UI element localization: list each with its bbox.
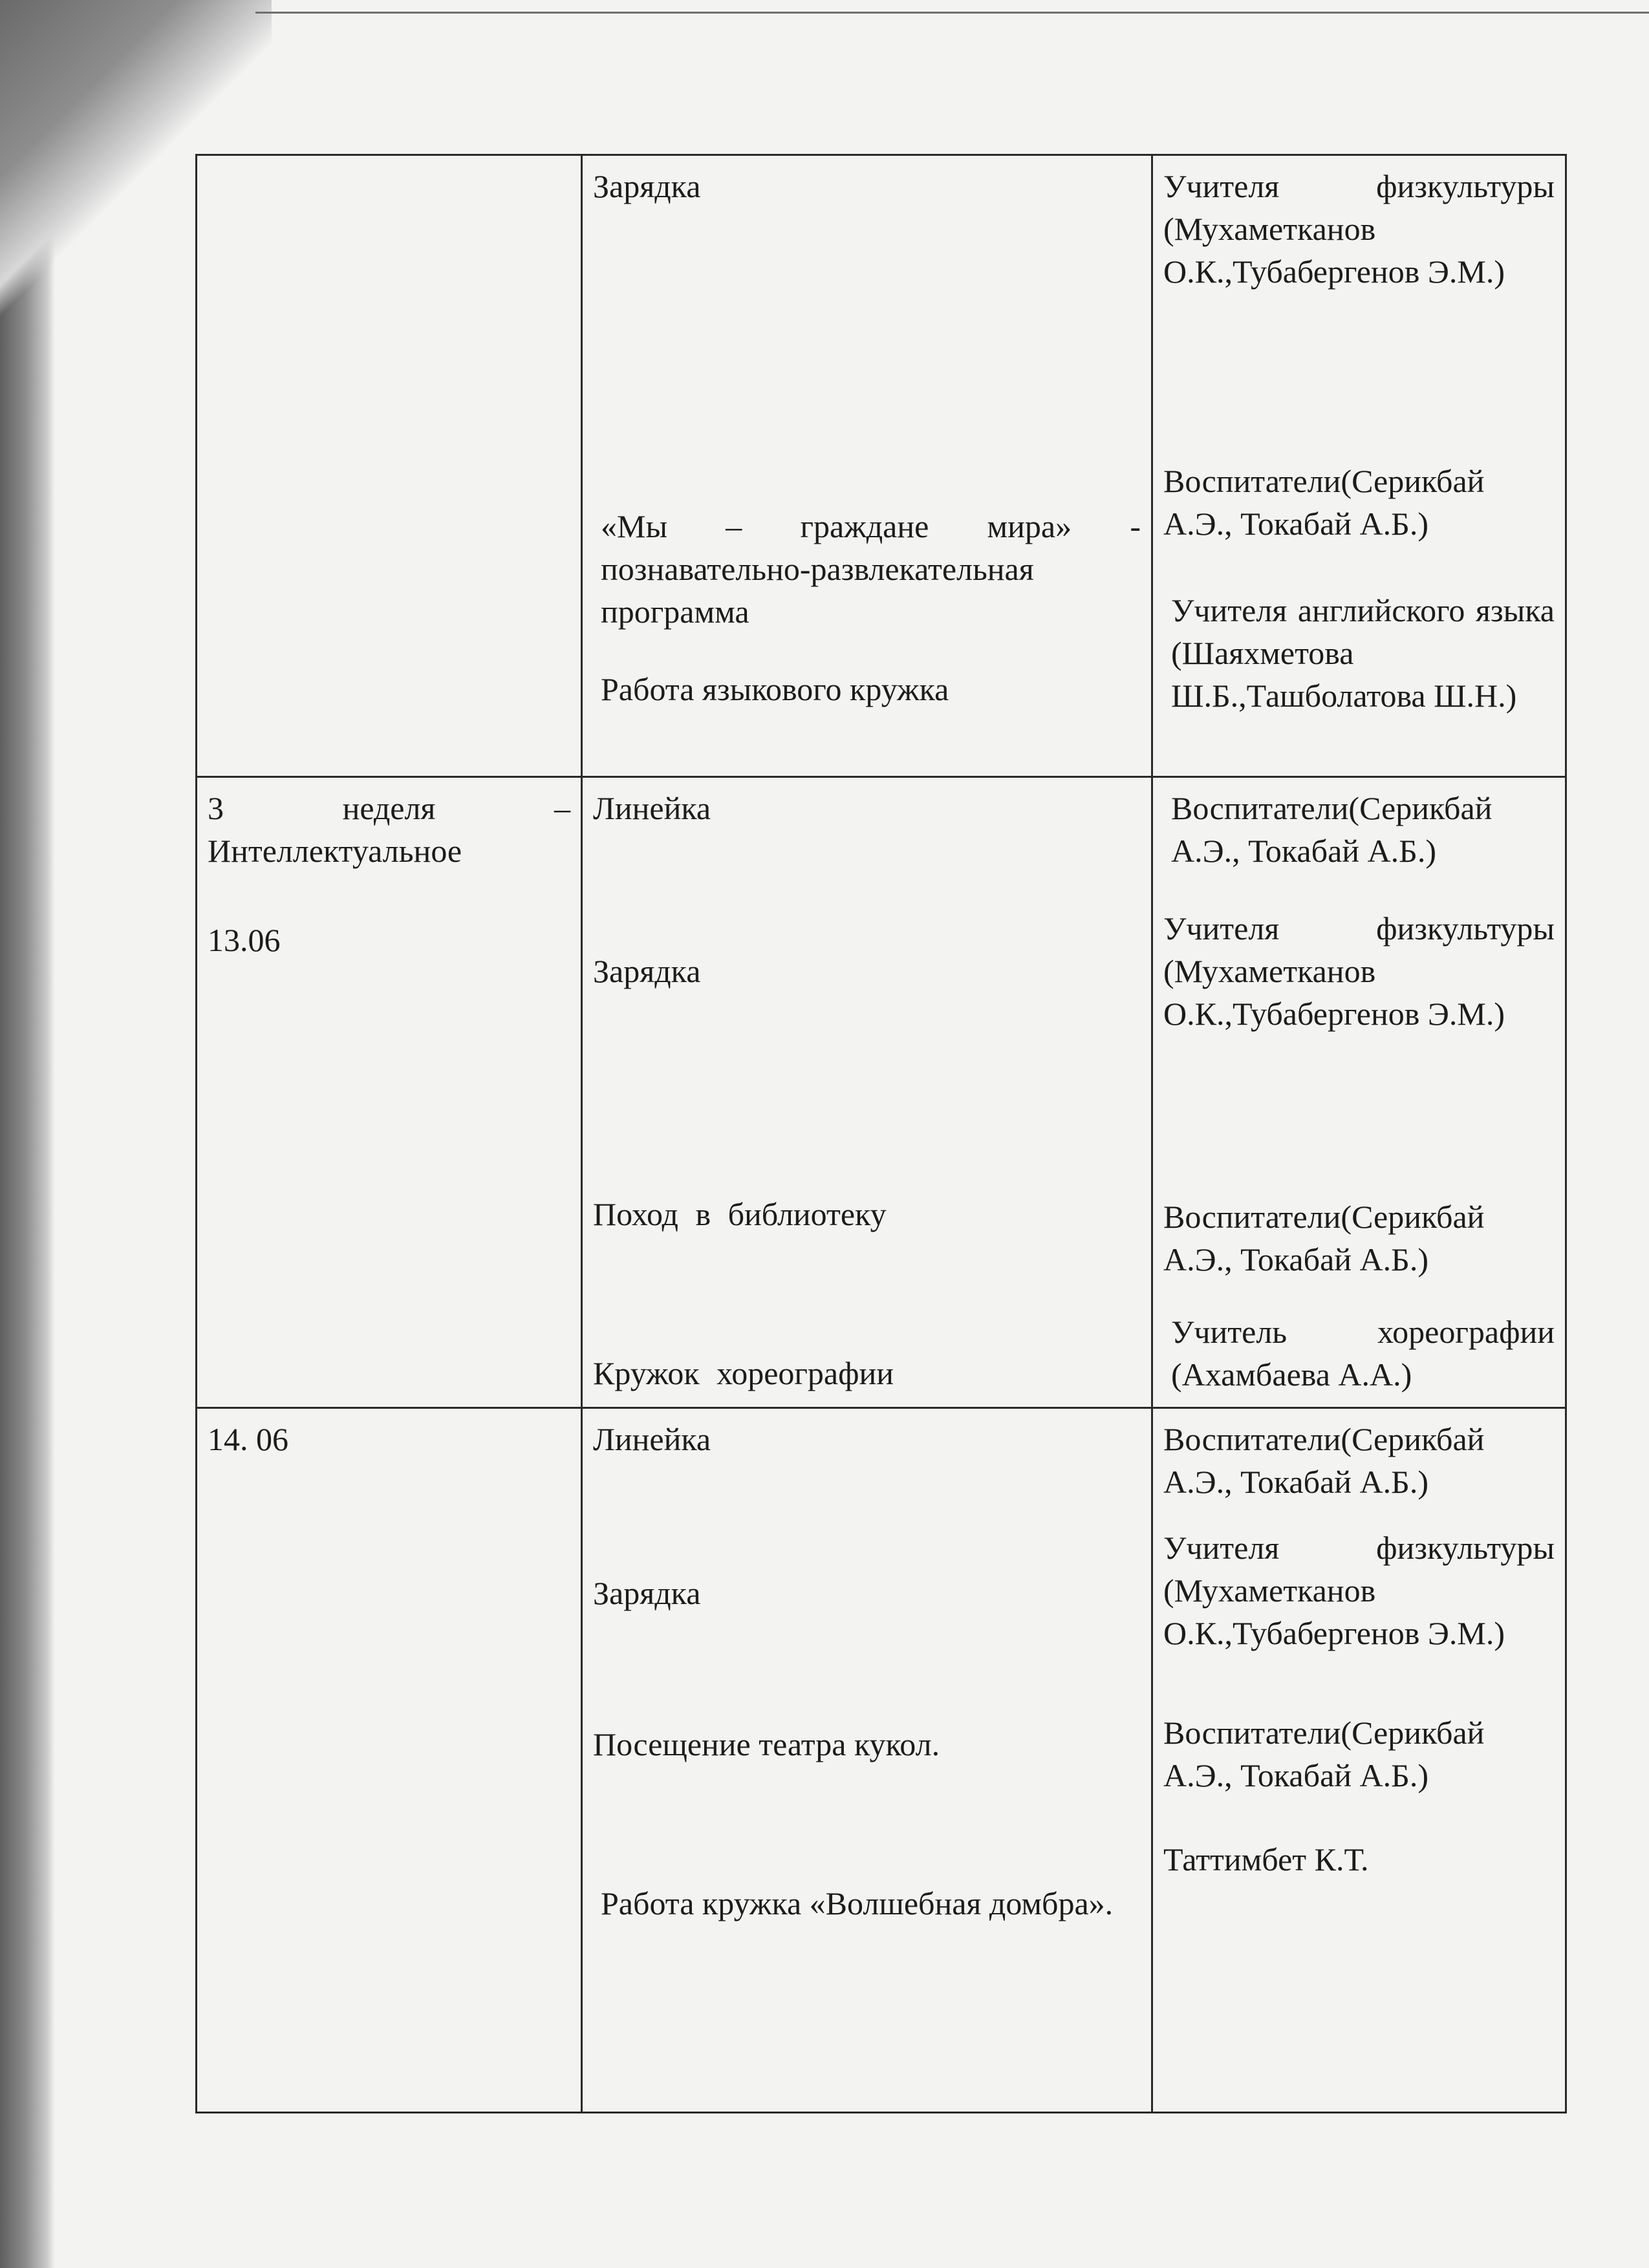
date-cell	[197, 777, 582, 1408]
schedule-table	[195, 154, 1567, 2113]
responsible-item: Учителя физкультуры (Мухаметканов О.К.,Тубабергенов Э.М.)	[1163, 168, 1555, 290]
activities-cell	[582, 1408, 1152, 2113]
responsible-cell	[1152, 1408, 1566, 2113]
responsible-item: Таттимбет К.Т.	[1163, 1841, 1369, 1878]
activity-item: Зарядка	[593, 168, 701, 204]
responsible-item: Учителя физкультуры (Мухаметканов О.К.,Тубабергенов Э.М.)	[1163, 1530, 1555, 1651]
activities-cell	[582, 155, 1152, 777]
table-row	[197, 777, 1566, 1408]
activity-item: Поход в библиотеку	[593, 1196, 887, 1232]
activity-item: Посещение театра кукол.	[593, 1726, 940, 1762]
activity-item: Линейка	[593, 1421, 711, 1457]
responsible-item: Воспитатели(Серикбай А.Э., Токабай А.Б.)	[1171, 790, 1493, 869]
responsible-item: Воспитатели(Серикбай А.Э., Токабай А.Б.)	[1163, 1199, 1485, 1278]
responsible-cell	[1152, 777, 1566, 1408]
date-cell	[197, 155, 582, 777]
responsible-item: Учитель хореографии (Ахамбаева А.А.)	[1171, 1314, 1555, 1393]
responsible-item: Учителя физкультуры (Мухаметканов О.К.,Тубабергенов Э.М.)	[1163, 910, 1555, 1032]
activity-item: Работа языкового кружка	[601, 671, 949, 707]
table-row	[197, 1408, 1566, 2113]
activity-item: Работа кружка «Волшебная домбра».	[601, 1885, 1114, 1921]
scan-top-line	[255, 12, 1649, 14]
date-label: 14. 06	[208, 1421, 288, 1457]
responsible-item: Воспитатели(Серикбай А.Э., Токабай А.Б.)	[1163, 1715, 1485, 1793]
activity-item: Линейка	[593, 790, 711, 826]
activities-cell	[582, 777, 1152, 1408]
activity-item: «Мы – граждане мира» - познавательно-развлекательная программа	[601, 508, 1141, 630]
table-row	[197, 155, 1566, 777]
date-cell	[197, 1408, 582, 2113]
activity-item: Зарядка	[593, 1575, 701, 1611]
responsible-item: Воспитатели(Серикбай А.Э., Токабай А.Б.)	[1163, 463, 1485, 542]
date-label: 13.06	[208, 922, 281, 958]
activity-item: Зарядка	[593, 953, 701, 989]
activity-item: Кружок хореографии	[593, 1355, 894, 1391]
responsible-item: Учителя английского языка (Шаяхметова Ш.Б.,Ташболатова Ш.Н.)	[1171, 592, 1555, 714]
week-label: 3 неделя – Интеллектуальное	[208, 790, 570, 869]
responsible-cell	[1152, 155, 1566, 777]
responsible-item: Воспитатели(Серикбай А.Э., Токабай А.Б.)	[1163, 1421, 1485, 1500]
